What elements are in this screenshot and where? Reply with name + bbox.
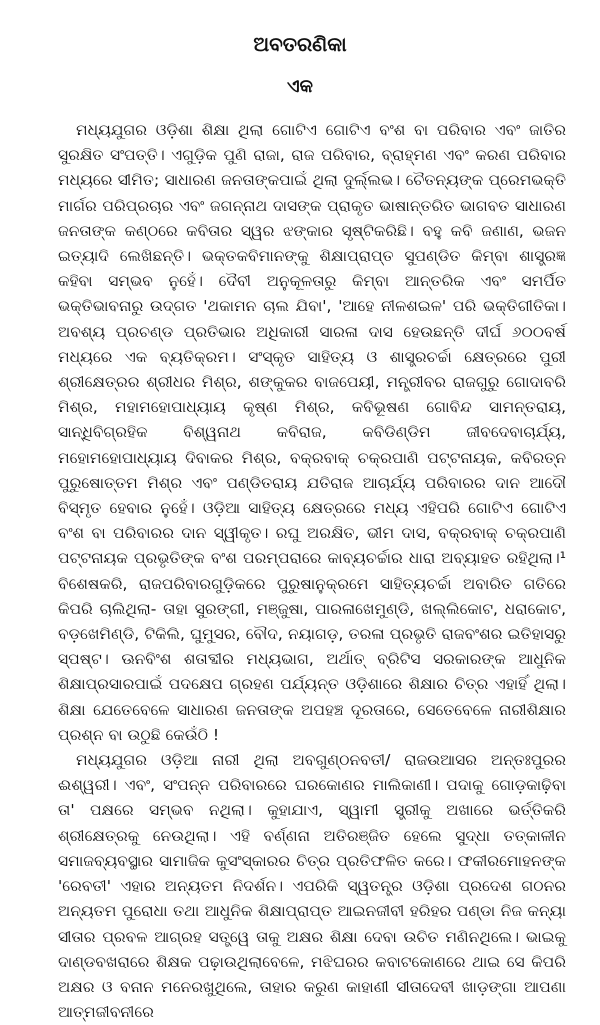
- chapter-title: ଅବତରଣିକା: [253, 32, 347, 56]
- section-number: ଏକ: [287, 76, 313, 97]
- body-text: [58, 118, 566, 1025]
- paragraph-1: ମଧ୍ୟଯୁଗର ଓଡ଼ିଶା ଶିକ୍ଷା ଥିଲା ଗୋଟିଏ ଗୋଟିଏ ବଂଶ ବା ପରିବାର ଏବଂ ଜାତିର ସୁରକ୍ଷିତ ସଂପତ୍ତି। ଏଗୁଡ଼ିକ ପୁଣି ରାଜା, ରାଜ ପରିବାର, ବ୍ରାହ୍ମଣ ଏବଂ କରଣ ପରିବାର ମଧ୍ୟରେ ସୀମିତ; ସାଧାରଣ ଜନତାଙ୍କପାଇଁ ଥିଲା ଦୁର୍ଲ୍ଲଭ। ଚୈତନ୍ୟଙ୍କ ପ୍ରେମଭକ୍ତି ମାର୍ଗର ପରିପ୍ରଚାର ଏବଂ ଜଗନ୍ନାଥ ଦାସଙ୍କ ପ୍ରାକୃତ ଭାଷାନ୍ତରିତ ଭାଗବତ ସାଧାରଣ ଜନତାଙ୍କ କଣ୍ଠରେ କବିତାର ସ୍ୱର ଝଙ୍କାର ସୃଷ୍ଟିକରିଛି। ବହୁ କବି ଜଣାଣ, ଭଜନ ଇତ୍ୟାଦି ଲେଖିଛନ୍ତି। ଭକ୍ତକବିମାନଙ୍କୁ ଶିକ୍ଷାପ୍ରାପ୍ତ ସୁପଣ୍ଡିତ କିମ୍ବା ଶାସ୍ତ୍ରଜ୍ଞ କହିବା ସମ୍ଭବ ନୁହେଁ। ଦୈବୀ ଅନୁକୂଳତାରୁ କିମ୍ବା ଆନ୍ତରିକ ଏବଂ ସମର୍ପିତ ଭକ୍ତିଭାବନାରୁ ଉଦ୍ଗତ 'ଥକାମନ ଚାଲ ଯିବା', 'ଆହେ ନୀଳଶଇଳ' ପରି ଭକ୍ତିଗୀତିକା। ଅବଶ୍ୟ ପ୍ରଚଣ୍ଡ ପ୍ରତିଭାର ଅଧିକାରୀ ସାରଳା ଦାସ ହେଉଛନ୍ତି ଦୀର୍ଘ ୬୦୦ବର୍ଷ ମଧ୍ୟରେ ଏକ ବ୍ୟତିକ୍ରମ। ସଂସ୍କୃତ ସାହିତ୍ୟ ଓ ଶାସ୍ତ୍ରଚର୍ଚ୍ଚା କ୍ଷେତ୍ରରେ ପୁରୀ ଶ୍ରୀକ୍ଷେତ୍ରର ଶ୍ରୀଧର ମିଶ୍ର, ଶଙ୍କୁକର ବାଜପେୟୀ, ମନ୍ତ୍ରୀବର ରାଜଗୁରୁ ଗୋଦାବରି ମିଶ୍ର, ମହାମହୋପାଧ୍ୟାୟ କୃଷ୍ଣ ମିଶ୍ର, କବିଭୂଷଣ ଗୋବିନ୍ଦ ସାମନ୍ତରାୟ, ସାନ୍ଧିବିଗ୍ରହିକ ବିଶ୍ୱନାଥ କବିରାଜ, କବିଡିଣ୍ଡିମ ଜୀବଦେବାଚାର୍ଯ୍ୟ, ମହୋମହୋପାଧ୍ୟାୟ ଦିବାକର ମିଶ୍ର, ବକ୍ରବାକ୍ ଚକ୍ରପାଣି ପଟ୍ଟନାୟକ, କବିରତ୍ନ ପୁରୁଷୋତ୍ତମ ମିଶ୍ର ଏବଂ ପଣ୍ଡିତରାୟ ଯତିରାଜ ଆଚାର୍ଯ୍ୟ ପରିବାରର ଦାନ ଆଦୌ ବିସ୍ମୃତ ହେବାର ନୁହେଁ। ଓଡ଼ିଆ ସାହିତ୍ୟ କ୍ଷେତ୍ରରେ ମଧ୍ୟ ଏହିପରି ଗୋଟିଏ ଗୋଟିଏ ବଂଶ ବା ପରିବାରର ଦାନ ସ୍ୱୀକୃତ। ରଘୁ ଅରକ୍ଷିତ, ଭୀମ ଦାସ, ବକ୍ରବାକ୍ ଚକ୍ରପାଣି ପଟ୍ଟନାୟକ ପ୍ରଭୃତିଙ୍କ ବଂଶ ପରମ୍ପରାରେ କାବ୍ୟଚର୍ଚ୍ଚାର ଧାରା ଅବ୍ୟାହତ ରହିଥିଲା।¹ ବିଶେଷକରି, ରାଜପରିବାରଗୁଡ଼ିକରେ ପୁରୁଷାନୁକ୍ରମେ ସାହିତ୍ୟଚର୍ଚ୍ଚା ଅବାରିତ ଗତିରେ କିପରି ଚାଲିଥିଲା- ତାହା ସୁରଙ୍ଗୀ, ମଞ୍ଜୁଷା, ପାରଳାଖେମୁଣ୍ଡି, ଖଲ୍ଲିକୋଟ, ଧରାକୋଟ, ବଡ଼ଖେମିଣ୍ଡି, ଟିକିଲି, ଘୁମୁସର, ବୌଦ, ନୟାଗଡ଼, ତରଳା ପ୍ରଭୃତି ରାଜବଂଶର ଇତିହାସରୁ ସ୍ପଷ୍ଟ। ଊନବିଂଶ ଶତାବ୍ଦୀର ମଧ୍ୟଭାଗ, ଅର୍ଥାତ୍ ବ୍ରିଟିସ ସରକାରଙ୍କ ଆଧୁନିକ ଶିକ୍ଷାପ୍ରସାରପାଇଁ ପଦକ୍ଷେପ ଗ୍ରହଣ ପର୍ଯ୍ୟନ୍ତ ଓଡ଼ିଶାରେ ଶିକ୍ଷାର ଚିତ୍ର ଏହାହିଁ ଥିଲା। ଶିକ୍ଷା ଯେତେବେଳେ ସାଧାରଣ ଜନତାଙ୍କ ଅପହଞ୍ଚ ଦୂରତାରେ, ସେତେବେଳେ ନାରୀଶିକ୍ଷାର ପ୍ରଶ୍ନ ବା ଉଠୁଛି କେଉଁଠି !: [58, 121, 566, 744]
- paragraph-2: ମଧ୍ୟଯୁଗର ଓଡ଼ିଆ ନାରୀ ଥିଲା ଅବଗୁଣ୍ଠନବତୀ/ ରାଜଉଆସର ଅନ୍ତଃପୁରର ଈଶ୍ୱରୀ। ଏବଂ, ସଂପନ୍ନ ପରିବାରରେ ଘରକୋଣର ମାଲିକାଣୀ। ପଦାକୁ ଗୋଡ଼କାଢ଼ିବା ତା' ପକ୍ଷରେ ସମ୍ଭବ ନଥିଲା। କୁହାଯାଏ, ସ୍ୱାମୀ ସ୍ତ୍ରୀକୁ ଅଖାରେ ଭର୍ତ୍ତିକରି ଶ୍ରୀକ୍ଷେତ୍ରକୁ ନେଉଥିଲା। ଏହି ବର୍ଣ୍ଣନା ଅତିରଞ୍ଜିତ ହେଲେ ସୁଦ୍ଧା ତତ୍କାଳୀନ ସମାଜବ୍ୟବସ୍ଥାର ସାମାଜିକ କୁସଂସ୍କାରର ଚିତ୍ର ପ୍ରତିଫଳିତ କରେ। ଫକୀରମୋହନଙ୍କ 'ରେବତୀ' ଏହାର ଅନ୍ୟତମ ନିଦର୍ଶନ। ଏପରିକି ସ୍ୱତନ୍ତ୍ର ଓଡ଼ିଶା ପ୍ରଦେଶ ଗଠନର ଅନ୍ୟତମ ପୁରୋଧା ତଥା ଆଧୁନିକ ଶିକ୍ଷାପ୍ରାପ୍ତ ଆଇନଜୀବୀ ହରିହର ପଣ୍ଡା ନିଜ କନ୍ୟା ସୀତାର ପ୍ରବଳ ଆଗ୍ରହ ସତ୍ତ୍ୱେ ତାକୁ ଅକ୍ଷର ଶିକ୍ଷା ଦେବା ଉଚିତ ମଣିନଥିଲେ। ଭାଇକୁ ଦାଣ୍ଡବଖରାରେ ଶିକ୍ଷକ ପଢ଼ାଉଥିଲାବେଳେ, ମଝିଘରର କବାଟକୋଣରେ ଥାଇ ସେ କିପରି ଅକ୍ଷର ଓ ବନାନ ମନେରଖୁଥିଲେ, ତାହାର କରୁଣ କାହାଣୀ ସୀତାଦେବୀ ଖାଡ଼ଙ୍ଗା ଆପଣା ଆତ୍ମଜୀବନୀରେ: [58, 751, 566, 1022]
